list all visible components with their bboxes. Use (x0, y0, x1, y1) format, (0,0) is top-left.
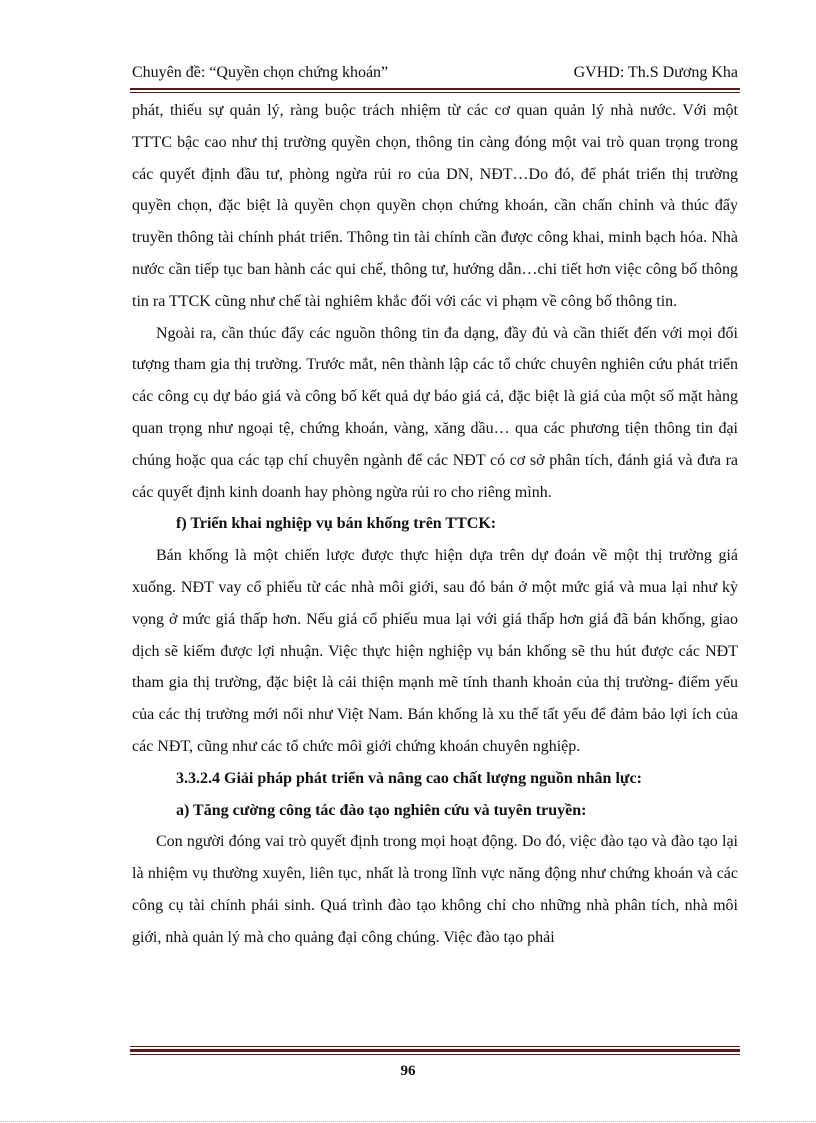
subsection-heading: a) Tăng cường công tác đào tạo nghiên cứu và tuyên truyền: (176, 801, 587, 819)
header-rule-thick (130, 88, 740, 90)
header-advisor: GVHD: Th.S Dương Kha (573, 64, 738, 81)
page-edge (0, 1121, 816, 1122)
footer-rule-thin (130, 1046, 740, 1047)
header-title: Chuyên đề: “Quyền chọn chứng khoán” (132, 64, 389, 81)
paragraph: phát, thiếu sự quản lý, ràng buộc trách nhiệm từ các cơ quan quản lý nhà nước. Với một TTTC bậc cao như thị trường quyền chọn, thông tin càng đóng một vai trò quan trọng trong các quyết định đầu tư, phòng ngừa rủi ro của DN, NĐT…Do đó, để phát triển thị trường quyền chọn, đặc biệt là quyền chọn quyền chọn chứng khoán, cần chấn chỉnh và thúc đẩy truyền thông tài chính phát triển. Thông tin tài chính cần được công khai, minh bạch hóa. Nhà nước cần tiếp tục ban hành các qui chế, thông tư, hướng dẫn…chi tiết hơn việc công bố thông tin ra TTCK cũng như chế tài nghiêm khắc đối với các vi phạm về công bố thông tin. (132, 102, 738, 310)
section-heading: f) Triển khai nghiệp vụ bán khống trên TTCK: (176, 515, 497, 533)
page-number: 96 (400, 1063, 416, 1079)
document-body (132, 95, 738, 954)
header-rule-thin (130, 92, 740, 93)
footer-rule-thick (130, 1049, 740, 1052)
footer-rule-thin (130, 1054, 740, 1055)
paragraph: Bán khống là một chiến lược được thực hiện dựa trên dự đoán về một thị trường giá xuống. NĐT vay cổ phiếu từ các nhà môi giới, sau đó bán ở một mức giá và mua lại như kỳ vọng ở mức giá thấp hơn. Nếu giá cổ phiếu mua lại với giá thấp hơn giá đã bán khống, giao dịch sẽ kiếm được lợi nhuận. Việc thực hiện nghiệp vụ bán khống sẽ thu hút được các NĐT tham gia thị trường, đặc biệt là cải thiện mạnh mẽ tính thanh khoản của thị trường- điểm yếu của các thị trường mới nổi như Việt Nam. Bán khống là xu thế tất yếu để đảm bảo lợi ích của các NĐT, cũng như các tổ chức môi giới chứng khoán chuyên nghiệp. (132, 547, 738, 755)
section-heading: 3.3.2.4 Giải pháp phát triển và nâng cao chất lượng nguồn nhân lực: (176, 769, 642, 787)
page-header (132, 60, 738, 86)
paragraph: Ngoài ra, cần thúc đẩy các nguồn thông tin đa dạng, đầy đủ và cần thiết đến với mọi đối tượng tham gia thị trường. Trước mắt, nên thành lập các tổ chức chuyên nghiên cứu phát triển các công cụ dự báo giá và công bố kết quả dự báo giá cả, đặc biệt là giá của một số mặt hàng quan trọng như ngoại tệ, chứng khoán, vàng, xăng dầu… qua các phương tiện thông tin đại chúng hoặc qua các tạp chí chuyên ngành để các NĐT có cơ sở phân tích, đánh giá và đưa ra các quyết định kinh doanh hay phòng ngừa rủi ro cho riêng mình. (132, 324, 738, 501)
paragraph: Con người đóng vai trò quyết định trong mọi hoạt động. Do đó, việc đào tạo và đào tạo lại là nhiệm vụ thường xuyên, liên tục, nhất là trong lĩnh vực năng động như chứng khoán và các công cụ tài chính phái sinh. Quá trình đào tạo không chỉ cho những nhà phân tích, nhà môi giới, nhà quản lý mà cho quảng đại công chúng. Việc đào tạo phải (132, 833, 738, 946)
